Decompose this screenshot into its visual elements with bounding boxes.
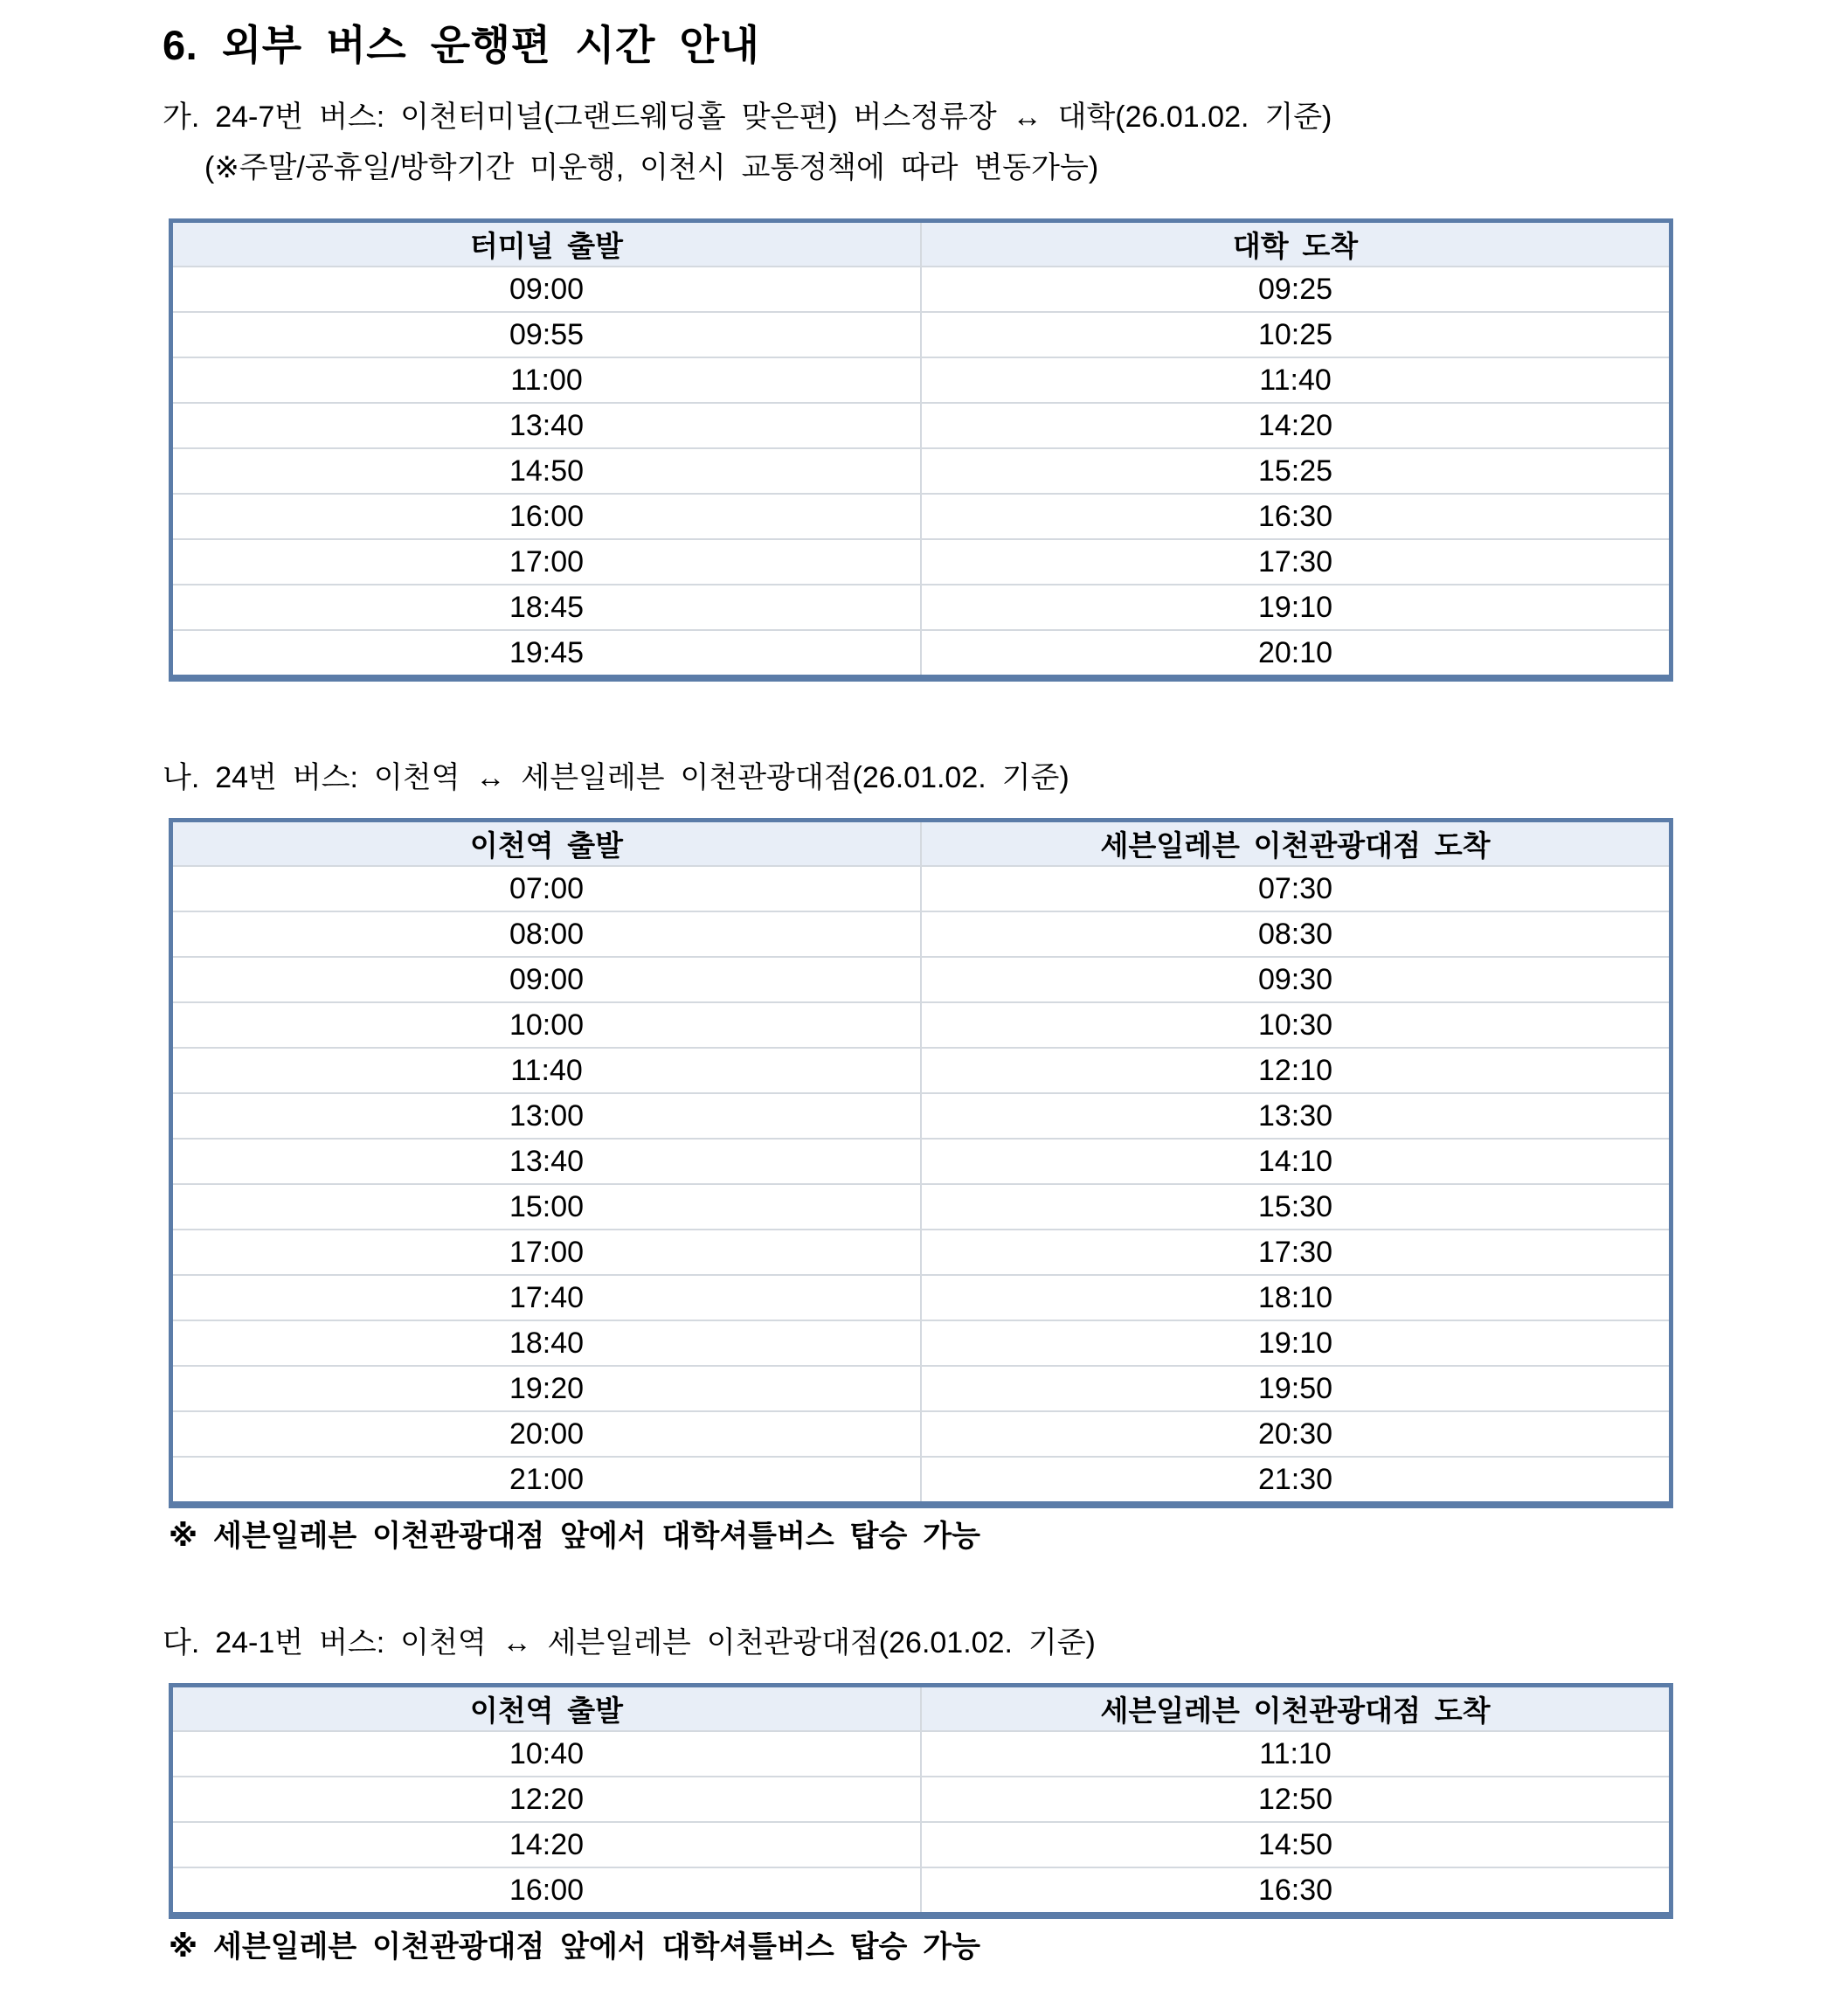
table-row [171,957,1671,1002]
departure-time-cell: 12:20 [171,1777,922,1822]
departure-time-cell: 08:00 [171,911,922,957]
arrival-time-cell: 15:25 [921,448,1671,494]
shuttle-transfer-note: ※ 세븐일레븐 이천관광대점 앞에서 대학셔틀버스 탑승 가능 [169,1930,980,1964]
arrival-time-cell: 19:10 [921,1320,1671,1366]
arrival-time-cell: 11:10 [921,1731,1671,1777]
table-row [171,1184,1671,1230]
arrival-time-cell: 13:30 [921,1093,1671,1139]
arrival-time-cell: 18:10 [921,1275,1671,1320]
arrival-time-cell: 17:30 [921,1230,1671,1275]
departure-time-cell: 13:40 [171,403,922,448]
table-row [171,1731,1671,1777]
table-row [171,494,1671,539]
departure-time-cell: 19:45 [171,630,922,678]
column-header-departure: 이천역 출발 [171,821,922,867]
departure-time-cell: 15:00 [171,1184,922,1230]
arrival-time-cell: 19:10 [921,585,1671,630]
table-row [171,1867,1671,1916]
bus-24-1-timetable [169,1683,1673,1919]
arrival-time-cell: 14:20 [921,403,1671,448]
arrival-time-cell: 07:30 [921,866,1671,911]
departure-time-cell: 19:20 [171,1366,922,1411]
table-row [171,585,1671,630]
arrival-time-cell: 21:30 [921,1457,1671,1505]
table-row [171,539,1671,585]
departure-time-cell: 10:40 [171,1731,922,1777]
table-row [171,403,1671,448]
arrival-time-cell: 14:10 [921,1139,1671,1184]
departure-time-cell: 14:20 [171,1822,922,1867]
departure-time-cell: 13:40 [171,1139,922,1184]
table-row [171,1048,1671,1093]
arrival-time-cell: 10:30 [921,1002,1671,1048]
header-row [171,821,1671,867]
document-page [0,23,1841,2016]
departure-time-cell: 18:40 [171,1320,922,1366]
departure-time-cell: 16:00 [171,1867,922,1916]
departure-time-cell: 09:00 [171,957,922,1002]
bus-24-timetable [169,818,1673,1508]
arrival-time-cell: 16:30 [921,494,1671,539]
arrival-time-cell: 09:25 [921,267,1671,312]
departure-time-cell: 09:55 [171,312,922,357]
arrival-time-cell: 20:30 [921,1411,1671,1457]
table-row [171,1230,1671,1275]
departure-time-cell: 11:40 [171,1048,922,1093]
table-row [171,1457,1671,1505]
departure-time-cell: 11:00 [171,357,922,403]
arrival-time-cell: 19:50 [921,1366,1671,1411]
departure-time-cell: 10:00 [171,1002,922,1048]
bus-24-7-timetable [169,218,1673,682]
arrival-time-cell: 15:30 [921,1184,1671,1230]
departure-time-cell: 13:00 [171,1093,922,1139]
table-row [171,448,1671,494]
arrival-time-cell: 09:30 [921,957,1671,1002]
table-row [171,1777,1671,1822]
header-row [171,221,1671,267]
section-bus-24-1 [0,1624,1841,1966]
arrival-time-cell: 11:40 [921,357,1671,403]
page-title: 6. 외부 버스 운행편 시간 안내 [163,22,760,68]
table-row [171,312,1671,357]
table-row [171,357,1671,403]
section-bus-24-7 [0,98,1841,682]
section-bus-24-7-heading: 가. 24-7번 버스: 이천터미널(그랜드웨딩홀 맞은편) 버스정류장 ↔ 대학(26.01.02. 기준) [163,100,1332,134]
timetable-header [171,1686,1671,1732]
departure-time-cell: 07:00 [171,866,922,911]
arrival-time-cell: 12:10 [921,1048,1671,1093]
departure-time-cell: 21:00 [171,1457,922,1505]
table-row [171,1002,1671,1048]
section-bus-24-7-note: (※주말/공휴일/방학기간 미운행, 이천시 교통정책에 따라 변동가능) [204,151,1099,184]
section-bus-24 [0,759,1841,1555]
departure-time-cell: 17:00 [171,539,922,585]
arrival-time-cell: 17:30 [921,539,1671,585]
table-row [171,1275,1671,1320]
table-row [171,1139,1671,1184]
header-row [171,1686,1671,1732]
section-bus-24-heading: 나. 24번 버스: 이천역 ↔ 세븐일레븐 이천관광대점(26.01.02. 기준) [163,761,1069,794]
table-row [171,1093,1671,1139]
section-bus-24-1-heading: 다. 24-1번 버스: 이천역 ↔ 세븐일레븐 이천관광대점(26.01.02. 기준) [163,1626,1096,1659]
table-row [171,1320,1671,1366]
arrival-time-cell: 14:50 [921,1822,1671,1867]
column-header-departure: 터미널 출발 [171,221,922,267]
shuttle-transfer-note: ※ 세븐일레븐 이천관광대점 앞에서 대학셔틀버스 탑승 가능 [169,1520,980,1553]
arrival-time-cell: 16:30 [921,1867,1671,1916]
column-header-arrival: 대학 도착 [921,221,1671,267]
departure-time-cell: 17:40 [171,1275,922,1320]
table-row [171,267,1671,312]
table-row [171,911,1671,957]
arrival-time-cell: 08:30 [921,911,1671,957]
table-row [171,1822,1671,1867]
table-row [171,1411,1671,1457]
departure-time-cell: 17:00 [171,1230,922,1275]
column-header-arrival: 세븐일레븐 이천관광대점 도착 [921,1686,1671,1732]
timetable-body [171,866,1671,1505]
column-header-departure: 이천역 출발 [171,1686,922,1732]
timetable-header [171,821,1671,867]
table-row [171,1366,1671,1411]
departure-time-cell: 18:45 [171,585,922,630]
timetable-header [171,221,1671,267]
timetable-body [171,267,1671,678]
departure-time-cell: 16:00 [171,494,922,539]
table-row [171,866,1671,911]
departure-time-cell: 20:00 [171,1411,922,1457]
arrival-time-cell: 10:25 [921,312,1671,357]
arrival-time-cell: 12:50 [921,1777,1671,1822]
departure-time-cell: 09:00 [171,267,922,312]
departure-time-cell: 14:50 [171,448,922,494]
timetable-body [171,1731,1671,1916]
table-row [171,630,1671,678]
arrival-time-cell: 20:10 [921,630,1671,678]
column-header-arrival: 세븐일레븐 이천관광대점 도착 [921,821,1671,867]
